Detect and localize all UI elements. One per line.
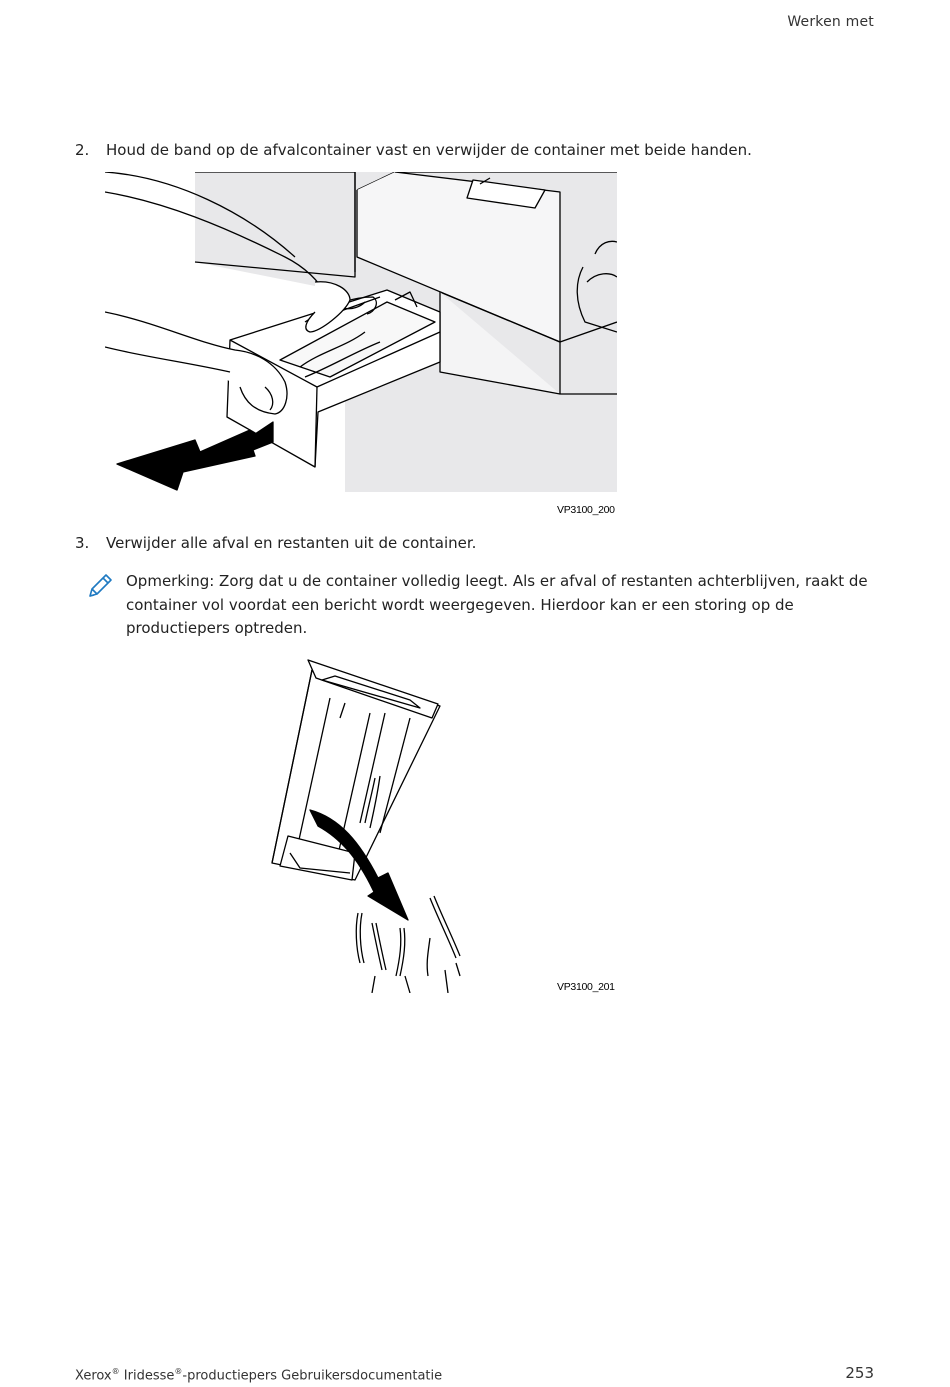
running-header: Werken met [787,14,874,30]
footer-brand: Xerox [75,1368,112,1384]
footer-suffix: -productiepers Gebruikersdocumentatie [182,1368,443,1384]
note-text: Opmerking: Zorg dat u de container volledig leegt. Als er afval of restanten achterblijven, raakt de container vol voordat een bericht wordt weergegeven. Hierdoor kan er een storing op de productiepers optreden. [126,572,868,637]
step-number: 2. [75,141,90,159]
step-text: Verwijder alle afval en restanten uit de container. [106,534,477,552]
step-number: 3. [75,534,90,552]
step-2 [75,141,752,159]
footer-product: Iridesse [123,1368,175,1384]
figure-code: VP3100_200 [557,504,615,516]
page-number: 253 [845,1364,874,1382]
footer-title: Xerox® Iridesse®-productiepers Gebruikersdocumentatie [75,1367,443,1384]
figure-remove-container [105,172,617,492]
pencil-note-icon [86,572,114,600]
figure-code: VP3100_201 [557,981,615,993]
figure-empty-container [260,658,475,993]
step-3 [75,534,476,552]
step-text: Houd de band op de afvalcontainer vast en verwijder de container met beide handen. [106,141,752,159]
